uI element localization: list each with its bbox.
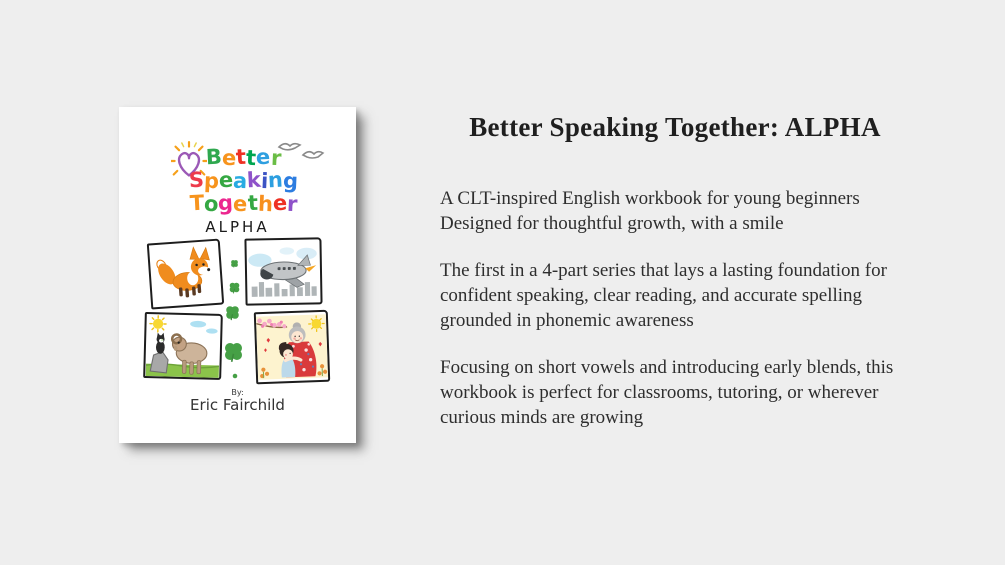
clover-icon [228,281,241,294]
cover-title-word-better: Better [205,144,282,171]
description-paragraph [440,355,980,430]
airplane-icon [246,239,320,303]
clover-icon [224,304,241,321]
cover-panel-grandmother-child [254,310,330,385]
description-line: A CLT-inspired English workbook for young beginners [440,188,860,209]
description-line: grounded in phonemic awareness [440,310,694,331]
cover-title-word-together: Together [188,190,298,217]
cover-panel-ram-cat [143,312,223,380]
ram-cat-icon [145,314,221,378]
cover-title [119,144,356,217]
page-title: Better Speaking Together: ALPHA [469,112,881,142]
cover-panel-airplane [244,237,322,305]
cover-byline [119,388,356,414]
cover-panel-fox [147,239,224,310]
fox-icon [149,241,222,308]
clover-icon [230,259,239,268]
grandmother-child-icon [256,312,328,382]
book-description [440,186,980,452]
description-line: confident speaking, clear reading, and accurate spelling [440,285,863,306]
clover-icon [232,373,238,379]
description-line: The first in a 4-part series that lays a lasting foundation for [440,260,887,281]
description-line: Focusing on short vowels and introducing early blends, this [440,357,894,378]
author-name: Eric Fairchild [190,396,285,414]
cover-title-word-speaking: Speaking [187,167,299,194]
clover-icon [222,340,245,363]
description-paragraph [440,186,980,236]
description-line: curious minds are growing [440,407,644,428]
description-line: workbook is perfect for classrooms, tutoring, or wherever [440,382,879,403]
book-cover [119,107,356,443]
description-paragraph [440,258,980,333]
description-line: Designed for thoughtful growth, with a smile [440,213,784,234]
cover-edition-label: ALPHA [205,218,270,236]
byline-label: By: [231,388,244,397]
